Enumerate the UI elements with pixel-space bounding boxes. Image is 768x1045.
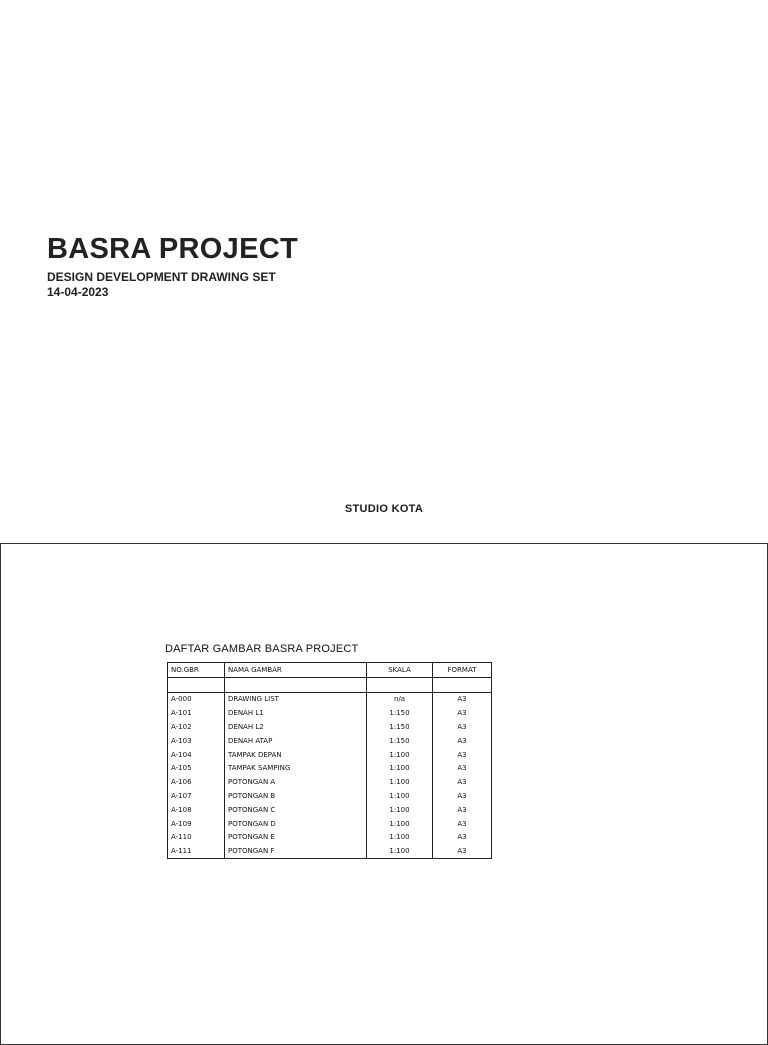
cell-skala: 1:100 bbox=[367, 817, 433, 831]
cell-format: A3 bbox=[433, 817, 492, 831]
drawing-set-subtitle: DESIGN DEVELOPMENT DRAWING SET bbox=[47, 270, 276, 284]
cell-skala: n/a bbox=[367, 692, 433, 706]
cell-no-gbr: A-109 bbox=[168, 817, 225, 831]
table-row bbox=[168, 720, 492, 734]
cell-format: A3 bbox=[433, 762, 492, 776]
cell-skala: 1:150 bbox=[367, 720, 433, 734]
blank-row bbox=[168, 677, 492, 692]
cell-no-gbr: A-101 bbox=[168, 706, 225, 720]
studio-name: STUDIO KOTA bbox=[344, 503, 424, 515]
table-row bbox=[168, 692, 492, 706]
drawing-list-title: DAFTAR GAMBAR BASRA PROJECT bbox=[165, 643, 359, 655]
cell-skala: 1:150 bbox=[367, 734, 433, 748]
header-skala: SKALA bbox=[367, 663, 433, 678]
header-format: FORMAT bbox=[433, 663, 492, 678]
cell-format: A3 bbox=[433, 775, 492, 789]
cell-nama-gambar: TAMPAK SAMPING bbox=[225, 762, 367, 776]
header-no-gbr: NO.GBR bbox=[168, 663, 225, 678]
table-row bbox=[168, 748, 492, 762]
cell-format: A3 bbox=[433, 831, 492, 845]
cell-skala: 1:100 bbox=[367, 803, 433, 817]
cell-skala: 1:100 bbox=[367, 844, 433, 858]
cell-nama-gambar: TAMPAK DEPAN bbox=[225, 748, 367, 762]
table-row bbox=[168, 762, 492, 776]
cell-no-gbr: A-102 bbox=[168, 720, 225, 734]
table-header-row bbox=[168, 663, 492, 678]
cell-no-gbr: A-106 bbox=[168, 775, 225, 789]
cell-no-gbr: A-000 bbox=[168, 692, 225, 706]
cell-no-gbr: A-108 bbox=[168, 803, 225, 817]
cell-nama-gambar: POTONGAN F bbox=[225, 844, 367, 858]
table-row bbox=[168, 803, 492, 817]
table-row bbox=[168, 817, 492, 831]
cell-format: A3 bbox=[433, 734, 492, 748]
table-row bbox=[168, 844, 492, 858]
table-row bbox=[168, 734, 492, 748]
drawing-list-table bbox=[167, 662, 492, 859]
cell-format: A3 bbox=[433, 748, 492, 762]
project-title: BASRA PROJECT bbox=[47, 233, 298, 265]
cell-no-gbr: A-111 bbox=[168, 844, 225, 858]
cell-skala: 1:100 bbox=[367, 789, 433, 803]
cell-format: A3 bbox=[433, 844, 492, 858]
cell-nama-gambar: DENAH L1 bbox=[225, 706, 367, 720]
cell-nama-gambar: DRAWING LIST bbox=[225, 692, 367, 706]
cell-skala: 1:150 bbox=[367, 706, 433, 720]
table-row bbox=[168, 775, 492, 789]
cell-no-gbr: A-105 bbox=[168, 762, 225, 776]
cell-no-gbr: A-103 bbox=[168, 734, 225, 748]
cell-no-gbr: A-104 bbox=[168, 748, 225, 762]
cell-format: A3 bbox=[433, 692, 492, 706]
cell-nama-gambar: POTONGAN A bbox=[225, 775, 367, 789]
cell-skala: 1:100 bbox=[367, 762, 433, 776]
cell-format: A3 bbox=[433, 803, 492, 817]
cell-no-gbr: A-107 bbox=[168, 789, 225, 803]
issue-date: 14-04-2023 bbox=[47, 285, 109, 299]
table-row bbox=[168, 831, 492, 845]
cell-nama-gambar: POTONGAN D bbox=[225, 817, 367, 831]
cell-nama-gambar: POTONGAN B bbox=[225, 789, 367, 803]
cell-nama-gambar: DENAH L2 bbox=[225, 720, 367, 734]
drawing-list-sheet bbox=[0, 543, 768, 1045]
cell-skala: 1:100 bbox=[367, 775, 433, 789]
cell-skala: 1:100 bbox=[367, 831, 433, 845]
cell-nama-gambar: POTONGAN C bbox=[225, 803, 367, 817]
table-row bbox=[168, 706, 492, 720]
cell-skala: 1:100 bbox=[367, 748, 433, 762]
cell-format: A3 bbox=[433, 789, 492, 803]
header-nama-gambar: NAMA GAMBAR bbox=[225, 663, 367, 678]
cell-format: A3 bbox=[433, 706, 492, 720]
table-row bbox=[168, 789, 492, 803]
cell-format: A3 bbox=[433, 720, 492, 734]
cell-nama-gambar: DENAH ATAP bbox=[225, 734, 367, 748]
cell-nama-gambar: POTONGAN E bbox=[225, 831, 367, 845]
cell-no-gbr: A-110 bbox=[168, 831, 225, 845]
